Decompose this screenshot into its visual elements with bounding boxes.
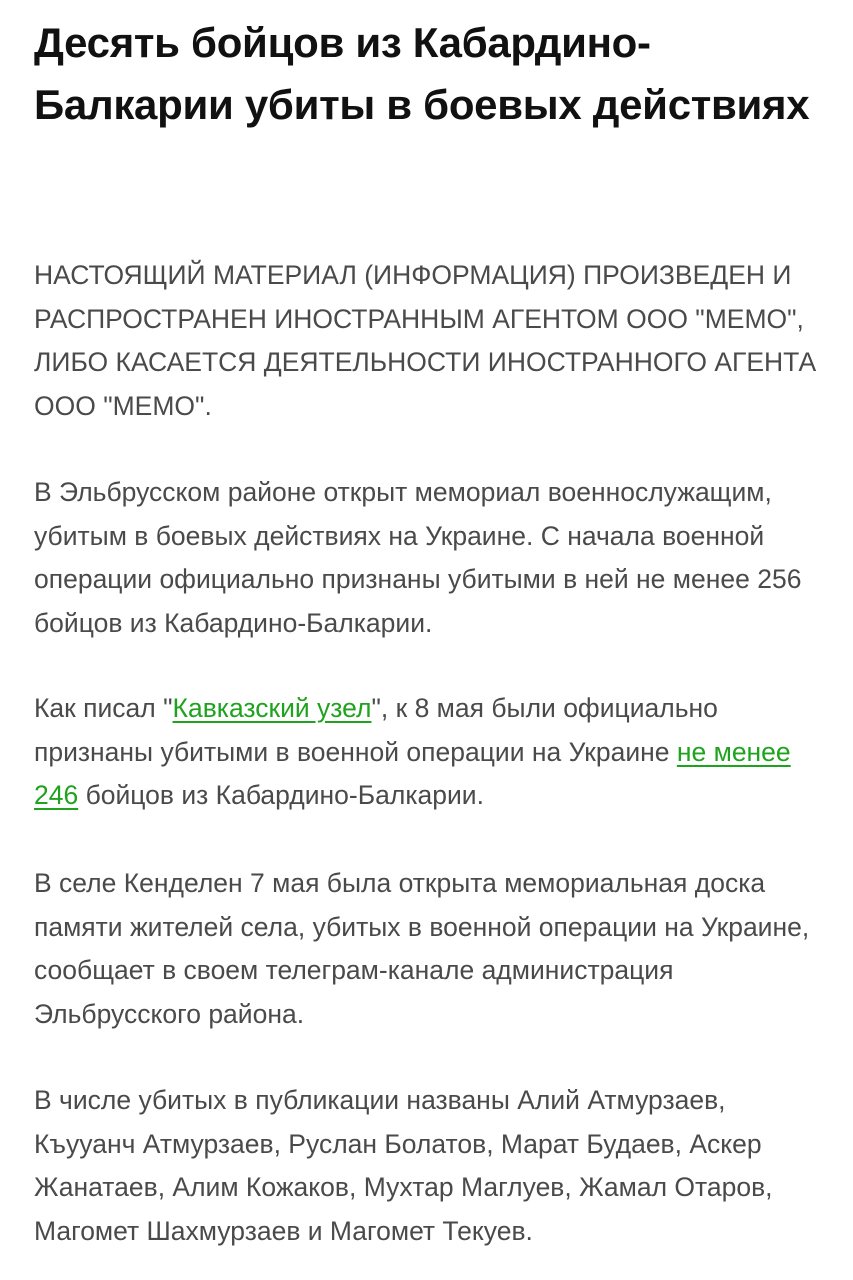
paragraph-names: В числе убитых в публикации названы Алий Атмурзаев, Къууанч Атмурзаев, Руслан Болатов, Марат Будаев, Аскер Жанатаев, Алим Кожаков, Мухтар Маглуев, Жамал Отаров, Магомет Шахмурзаев и Магомет Текуев. bbox=[34, 1085, 773, 1246]
paragraph-source-text-1: Как писал " bbox=[34, 693, 173, 723]
paragraph-source-text-3: бойцов из Кабардино-Балкарии. bbox=[78, 780, 484, 810]
foreign-agent-disclaimer: НАСТОЯЩИЙ МАТЕРИАЛ (ИНФОРМАЦИЯ) ПРОИЗВЕДЕН И РАСПРОСТРАНЕН ИНОСТРАННЫМ АГЕНТОМ ООО "МЕМО", ЛИБО КАСАЕТСЯ ДЕЯТЕЛЬНОСТИ ИНОСТРАННОГО АГЕНТА ООО "МЕМО". bbox=[34, 260, 817, 421]
article bbox=[34, 0, 824, 1246]
kavkazsky-uzel-link[interactable]: Кавказский узел bbox=[172, 693, 372, 723]
paragraph-kendelen: В селе Кенделен 7 мая была открыта мемориальная доска памяти жителей села, убитых в военной операции на Украине, сообщает в своем телеграм-канале администрация Эльбрусского района. bbox=[34, 868, 810, 1029]
paragraph-source-text-2: ", к 8 мая были официально признаны убитыми в военной операции на Украине bbox=[34, 693, 718, 767]
article-title: Десять бойцов из Кабардино-Балкарии убиты в боевых действиях bbox=[34, 19, 810, 128]
not-less-246-link[interactable]: не менее 246 bbox=[34, 736, 791, 810]
paragraph-memorial: В Эльбрусском районе открыт мемориал военнослужащим, убитым в боевых действиях на Украине. С начала военной операции официально признаны убитыми в ней не менее 256 бойцов из Кабардино-Балкарии. bbox=[34, 477, 802, 638]
paragraph-source bbox=[34, 687, 824, 818]
